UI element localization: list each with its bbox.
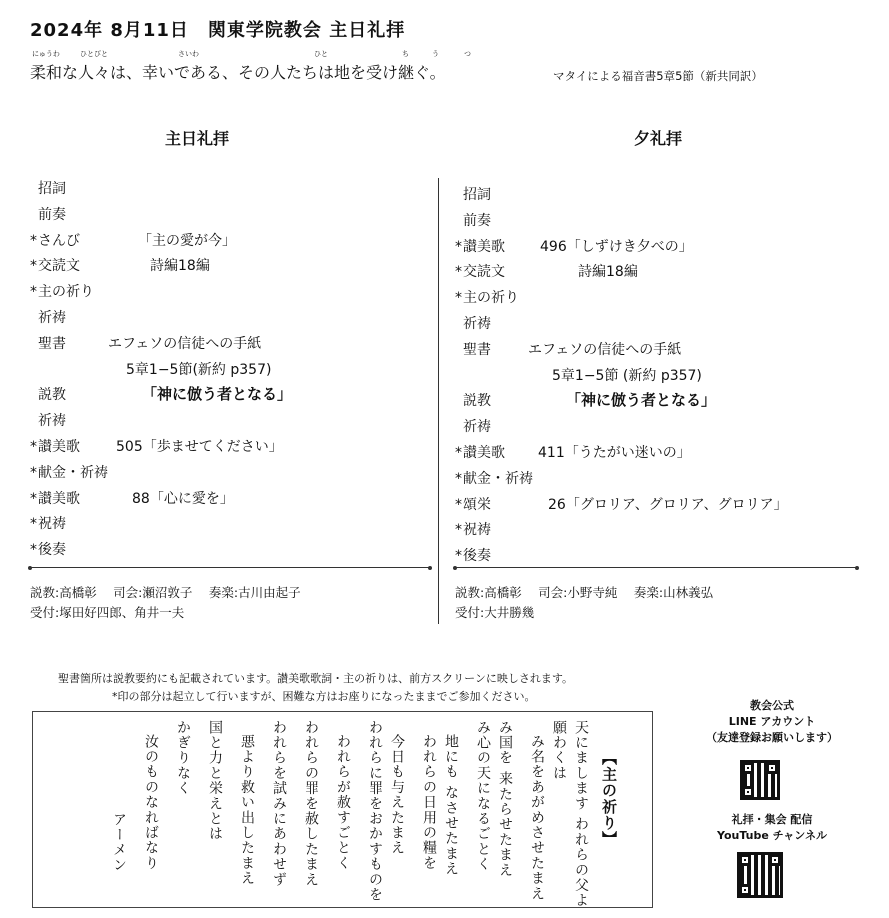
order-item-detail: 「神に倣う者となる」	[566, 391, 717, 410]
order-item-label	[455, 494, 491, 514]
order-item-label	[30, 255, 80, 275]
verse-reference: マタイによる福音書5章5節（新共同訳）	[553, 69, 763, 83]
lords-prayer-line: われらに罪をおかすものを	[367, 720, 383, 903]
order-item-label	[30, 539, 66, 559]
standing-mark: *	[455, 522, 462, 539]
order-item-label	[30, 333, 66, 353]
order-item-label	[30, 488, 80, 508]
lords-prayer-line: われらを試みにあわせず	[271, 720, 287, 888]
evening-service-heading: 夕礼拝	[634, 129, 683, 148]
order-item-name: 讃美歌	[38, 439, 80, 455]
order-item-name: 讃美歌	[463, 238, 505, 255]
order-item-label	[455, 261, 505, 281]
standing-mark: *	[30, 232, 37, 249]
standing-mark: *	[455, 496, 462, 513]
order-item-name: 聖書	[38, 335, 66, 352]
verse-ruby: さいわ	[178, 50, 199, 58]
order-item-detail: 88「心に愛を」	[132, 490, 234, 507]
order-item-name: 祝祷	[463, 522, 491, 539]
order-item-label	[455, 390, 491, 410]
order-item-name: 祝祷	[38, 516, 66, 533]
youtube-qr-code[interactable]	[737, 852, 783, 898]
verse-ruby: ひとびと	[80, 50, 108, 58]
morning-staff-rule	[30, 567, 430, 568]
order-item-label	[455, 468, 533, 488]
order-item-name: 説教	[463, 393, 491, 410]
bulletin-title: 2024年 8月11日 関東学院教会 主日礼拝	[30, 20, 406, 41]
order-item-name: 後奏	[38, 542, 66, 559]
youtube-label	[688, 812, 856, 844]
lords-prayer-line: 天にまします われらの父よ	[573, 720, 589, 909]
order-item-label	[455, 236, 505, 256]
column-divider	[438, 178, 439, 624]
lords-prayer-line: われらの日用の糧を	[421, 734, 437, 871]
order-item-label	[455, 210, 491, 230]
verse-ruby: ち	[402, 50, 409, 58]
order-item-name: 交読文	[463, 264, 505, 281]
order-item-label	[455, 442, 505, 462]
order-item-detail: 5章1−5節(新約 p357)	[126, 361, 272, 378]
order-item-label	[455, 519, 491, 539]
order-item-detail: 496「しずけき夕べの」	[540, 238, 693, 255]
verse-text: 柔和な人々は、幸いである、その人たちは地を受け継ぐ。	[30, 63, 446, 82]
morning-service-heading: 主日礼拝	[165, 129, 230, 148]
verse-ruby: つ	[464, 50, 471, 58]
order-item-detail: エフェソの信徒への手紙	[108, 335, 262, 352]
lords-prayer-heading: 【主の祈り】	[600, 750, 618, 848]
order-item-name: 主の祈り	[38, 284, 94, 301]
youtube-line1: 礼拝・集会 配信	[731, 813, 813, 826]
evening-reception: 受付:大井勝幾	[455, 605, 535, 620]
order-item-name: 祈祷	[463, 419, 491, 436]
order-item-name: さんび	[38, 232, 80, 249]
standing-mark: *	[30, 258, 37, 275]
order-item-name: 頌栄	[463, 496, 491, 513]
order-item-detail: 26「グロリア、グロリア、グロリア」	[548, 496, 788, 513]
standing-mark: *	[30, 439, 37, 455]
order-item-detail: 505「歩ませてください」	[116, 439, 283, 455]
order-item-name: 招詞	[463, 187, 491, 203]
order-item-label	[30, 307, 66, 327]
notes-standing: *印の部分は起立して行いますが、困難な方はお座りになったままでご参加ください。	[112, 690, 536, 703]
weekly-verse	[30, 50, 471, 83]
verse-ruby: ひと	[314, 50, 328, 58]
order-item-detail: エフェソの信徒への手紙	[528, 341, 682, 358]
standing-mark: *	[455, 238, 462, 255]
lords-prayer-line: 願わくは	[551, 720, 567, 781]
verse-ruby: にゅうわ	[32, 50, 60, 58]
lords-prayer-line: 悪より救い出したまえ	[239, 734, 255, 886]
lords-prayer-line: 地にも なさせたまえ	[443, 734, 459, 877]
order-item-name: 招詞	[38, 181, 66, 197]
standing-mark: *	[30, 284, 37, 301]
order-item-label	[30, 436, 80, 456]
order-item-name: 祈祷	[38, 310, 66, 326]
order-item-name: 献金・祈祷	[38, 464, 108, 481]
order-item-detail: 「主の愛が今」	[138, 232, 236, 249]
order-item-label	[455, 416, 491, 436]
line-account-line1: 教会公式	[750, 699, 794, 712]
lords-prayer-line: アーメン	[111, 812, 127, 873]
order-item-name: 交読文	[38, 258, 80, 275]
lords-prayer-line: かぎりなく	[175, 720, 191, 796]
lords-prayer-line: 汝のものなればなり	[143, 734, 159, 871]
lords-prayer-box	[32, 711, 653, 908]
order-item-name: 主の祈り	[463, 290, 519, 307]
order-item-label	[455, 287, 519, 307]
order-item-name: 献金・祈祷	[463, 470, 533, 487]
youtube-line2: YouTube チャンネル	[717, 829, 827, 842]
order-item-detail: 411「うたがい迷いの」	[538, 445, 691, 461]
evening-staff: 説教:高橋彰 司会:小野寺純 奏楽:山林義弘	[455, 585, 714, 600]
order-item-detail: 詩編18編	[578, 264, 638, 281]
order-item-detail: 「神に倣う者となる」	[142, 385, 293, 404]
order-item-label	[30, 384, 66, 404]
line-account-label	[688, 698, 856, 746]
order-item-name: 聖書	[463, 341, 491, 358]
order-item-name: 讃美歌	[463, 445, 505, 461]
order-item-detail: 5章1−5節 (新約 p357)	[552, 367, 702, 384]
standing-mark: *	[455, 445, 462, 461]
verse-ruby: う	[432, 50, 439, 58]
order-item-detail: 詩編18編	[150, 258, 210, 275]
standing-mark: *	[30, 516, 37, 533]
order-item-label	[30, 281, 94, 301]
order-item-label	[455, 339, 491, 359]
order-item-label	[30, 513, 66, 533]
lords-prayer-line: み名をあがめさせたまえ	[529, 734, 545, 902]
lords-prayer-line: み心の天になるごとく	[475, 720, 491, 872]
order-item-label	[455, 545, 491, 565]
order-item-name: 説教	[38, 387, 66, 404]
order-item-name: 祈祷	[463, 316, 491, 332]
order-item-label	[455, 313, 491, 333]
order-item-label	[30, 462, 108, 482]
line-qr-code[interactable]	[740, 760, 780, 800]
line-account-line3: （友達登録お願いします）	[706, 731, 838, 744]
order-item-name: 後奏	[463, 548, 491, 565]
standing-mark: *	[455, 470, 462, 487]
standing-mark: *	[455, 548, 462, 565]
lords-prayer-line: み国を 来たらせたまえ	[497, 720, 513, 878]
lords-prayer-line: 国と力と栄えとは	[207, 720, 223, 842]
lords-prayer-line: われらの罪を赦したまえ	[303, 720, 319, 888]
order-item-label	[30, 204, 66, 224]
standing-mark: *	[455, 290, 462, 307]
order-item-label	[30, 230, 80, 250]
lords-prayer-line: 今日も与えたまえ	[389, 734, 405, 856]
morning-reception: 受付:塚田好四郎、角井一夫	[30, 605, 185, 620]
standing-mark: *	[455, 264, 462, 281]
lords-prayer-line: われらが赦すごとく	[335, 734, 351, 871]
standing-mark: *	[30, 542, 37, 559]
morning-staff: 説教:高橋彰 司会:瀬沼敦子 奏楽:古川由起子	[30, 585, 301, 600]
order-item-name: 前奏	[38, 206, 66, 223]
order-item-name: 讃美歌	[38, 490, 80, 507]
order-item-label	[30, 178, 66, 198]
order-item-label	[30, 410, 66, 430]
evening-staff-rule	[455, 567, 857, 568]
standing-mark: *	[30, 464, 37, 481]
line-account-line2: LINE アカウント	[728, 715, 816, 728]
order-item-name: 祈祷	[38, 413, 66, 430]
standing-mark: *	[30, 490, 37, 507]
notes-scripture: 聖書箇所は説教要約にも記載されています。讃美歌歌詞・主の祈りは、前方スクリーンに映しされます。	[58, 672, 574, 685]
order-item-label	[455, 184, 491, 204]
order-item-name: 前奏	[463, 212, 491, 229]
